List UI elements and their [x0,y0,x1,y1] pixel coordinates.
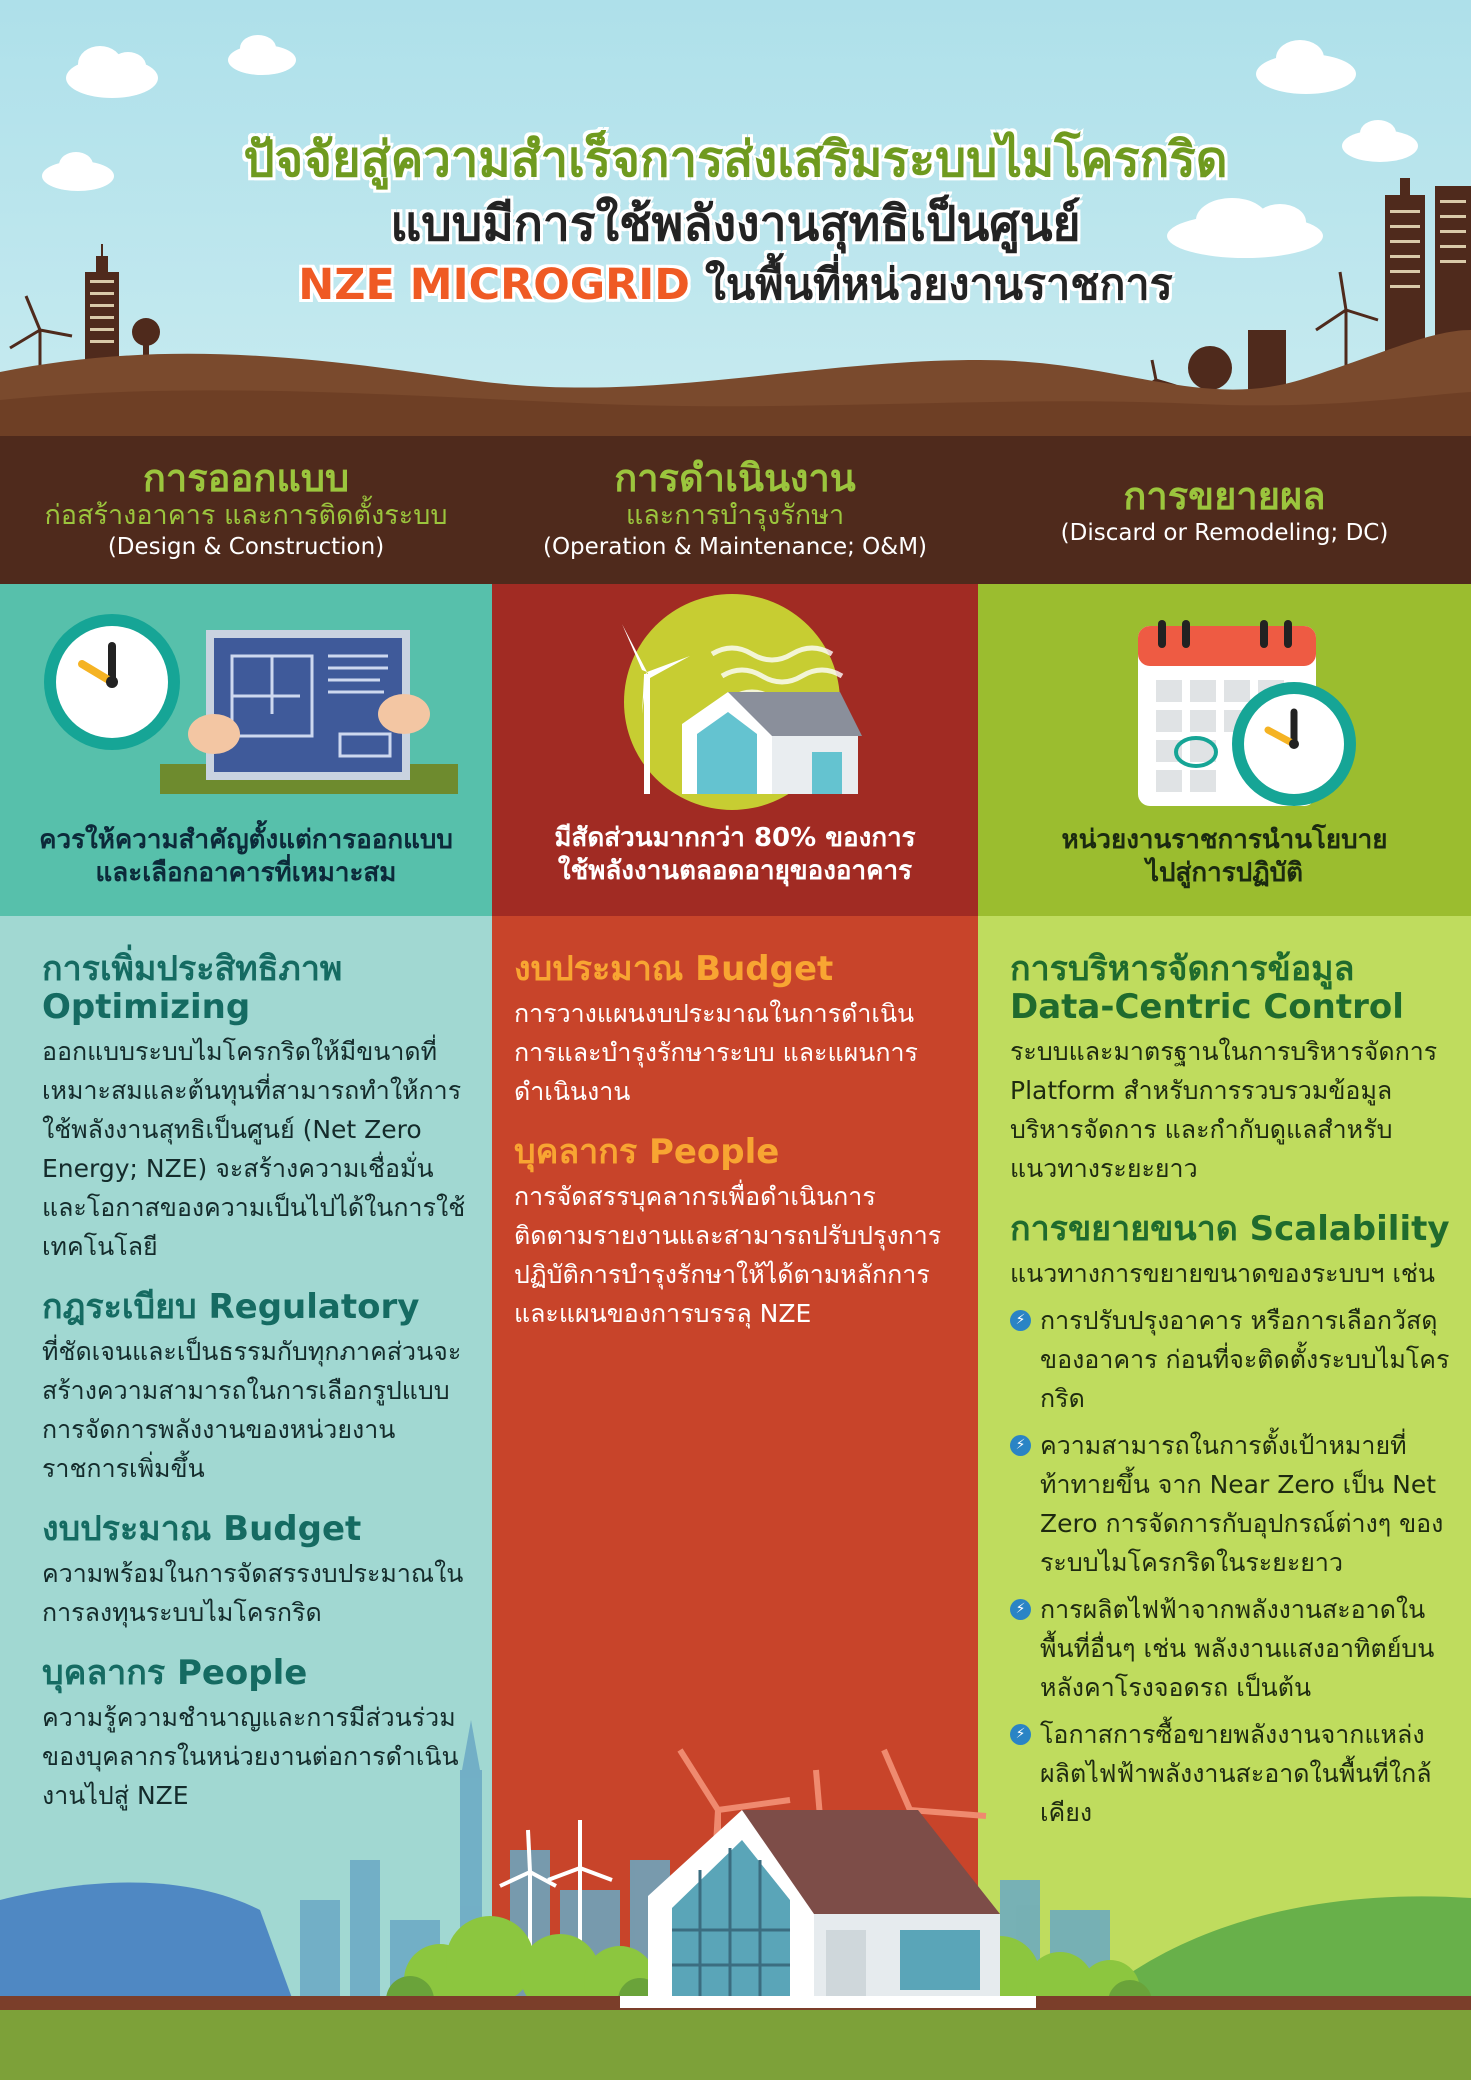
title-rest: ในพื้นที่หน่วยงานราชการ [689,260,1173,310]
section-title: Data-Centric Control [1010,987,1404,1027]
lightning-bullet-icon: ⚡ [1010,1599,1031,1620]
house-icon [682,692,862,794]
section-title: บุคลากร People [42,1653,308,1693]
section-title: กฎระเบียบ Regulatory [42,1287,420,1327]
column-heading: การขยายผล [1123,474,1326,518]
column-subheading: และการบำรุงรักษา [625,500,845,531]
clock-icon [1232,682,1356,806]
title-line-2: แบบมีการใช้พลังงานสุทธิเป็นศูนย์ [390,196,1081,252]
lightning-bullet-icon: ⚡ [1010,1724,1031,1745]
column-header-discard [978,436,1471,584]
tile-text-line: ใช้พลังงานตลอดอายุของอาคาร [557,856,913,886]
section-title: งบประมาณ Budget [514,949,834,989]
clock-icon [44,614,180,750]
tile-text-line: หน่วยงานราชการนำนโยบาย [1061,825,1388,855]
section-body: การจัดสรรบุคลากรเพื่อดำเนินการติดตามรายงานและสามารถปรับปรุงการปฏิบัติการบำรุงรักษาให้ได้ตามหลักการและแผนของการบรรลุ NZE [514,1182,942,1328]
tile-discard [978,584,1471,916]
section-title: Optimizing [42,987,251,1027]
column-header-operation [492,436,978,584]
tile-design [0,584,492,916]
tile-text-line: และเลือกอาคารที่เหมาะสม [95,858,397,888]
section-title: บุคลากร People [514,1132,780,1172]
section-body: แนวทางการขยายขนาดของระบบฯ เช่น [1010,1259,1435,1288]
column-english: (Operation & Maintenance; O&M) [542,534,928,560]
section-body: ระบบและมาตรฐานในการบริหารจัดการ Platform สำหรับการรวบรวมข้อมูล บริหารจัดการ และกำกับดูแลสำหรับแนวทางระยะยาว [1010,1037,1438,1183]
title-line-3 [0,250,1471,318]
list-item: ⚡ โอกาสการซื้อขายพลังงานจากแหล่งผลิตไฟฟ้าพลังงานสะอาดในพื้นที่ใกล้เคียง [1010,1715,1450,1832]
section-title: งบประมาณ Budget [42,1509,362,1549]
tile-text-line: ควรให้ความสำคัญตั้งแต่การออกแบบ [39,825,453,855]
tile-text-line: มีสัดส่วนมากกว่า 80% ของการ [554,823,916,853]
hero-banner [0,0,1471,440]
column-subheading: ก่อสร้างอาคาร และการติดตั้งระบบ [44,500,448,531]
section-title: การบริหารจัดการข้อมูล [1010,949,1355,989]
section-body: การวางแผนงบประมาณในการดำเนินการและบำรุงรักษาระบบ และแผนการดำเนินงาน [514,999,918,1106]
title-accent: NZE MICROGRID [298,260,690,310]
column-header-design [0,436,492,584]
section-title: การเพิ่มประสิทธิภาพ [42,949,343,989]
lightning-bullet-icon: ⚡ [1010,1435,1031,1456]
house-icon [648,1810,1000,2000]
footer-scene [0,1660,1471,2080]
section-body: ที่ชัดเจนและเป็นธรรมกับทุกภาคส่วนจะสร้างความสามารถในการเลือกรูปแบบการจัดการพลังงานของหน่วยงานราชการเพิ่มขึ้น [42,1337,462,1483]
column-english: (Discard or Remodeling; DC) [1060,520,1389,546]
blueprint-icon [160,630,458,794]
column-header-band [0,436,1471,584]
section-body: ออกแบบระบบไมโครกริดให้มีขนาดที่เหมาะสมและต้นทุนที่สามารถทำให้การใช้พลังงานสุทธิเป็นศูนย์ (Net Zero Energy; NZE) จะสร้างความเชื่อมั่นและโอกาสของความเป็นไปได้ในการใช้เทคโนโลยี [42,1037,466,1261]
lightning-bullet-icon: ⚡ [1010,1310,1031,1331]
column-heading: การออกแบบ [142,456,350,500]
column-heading: การดำเนินงาน [614,456,856,500]
tile-text-line: ไปสู่การปฏิบัติ [1145,858,1304,888]
list-item: ⚡ ความสามารถในการตั้งเป้าหมายที่ท้าทายขึ้น จาก Near Zero เป็น Net Zero การจัดการกับอุปกรณ์ต่างๆ ของระบบไมโครกริดในระยะยาว [1010,1426,1450,1582]
list-item: ⚡ การปรับปรุงอาคาร หรือการเลือกวัสดุของอาคาร ก่อนที่จะติดตั้งระบบไมโครกริด [1010,1301,1450,1418]
section-body: ความพร้อมในการจัดสรรงบประมาณในการลงทุนระบบไมโครกริด [42,1559,464,1627]
list-item: ⚡ การผลิตไฟฟ้าจากพลังงานสะอาดในพื้นที่อื่นๆ เช่น พลังงานแสงอาทิตย์บนหลังคาโรงจอดรถ เป็นต้น [1010,1590,1450,1707]
tile-operation [492,584,978,916]
column-english: (Design & Construction) [107,534,385,560]
section-title: การขยายขนาด Scalability [1010,1209,1450,1249]
section-body: ความรู้ความชำนาญและการมีส่วนร่วมของบุคลากรในหน่วยงานต่อการดำเนินงานไปสู่ NZE [42,1703,459,1810]
title-line-1: ปัจจัยสู่ความสำเร็จการส่งเสริมระบบไมโครกริด [243,131,1228,188]
